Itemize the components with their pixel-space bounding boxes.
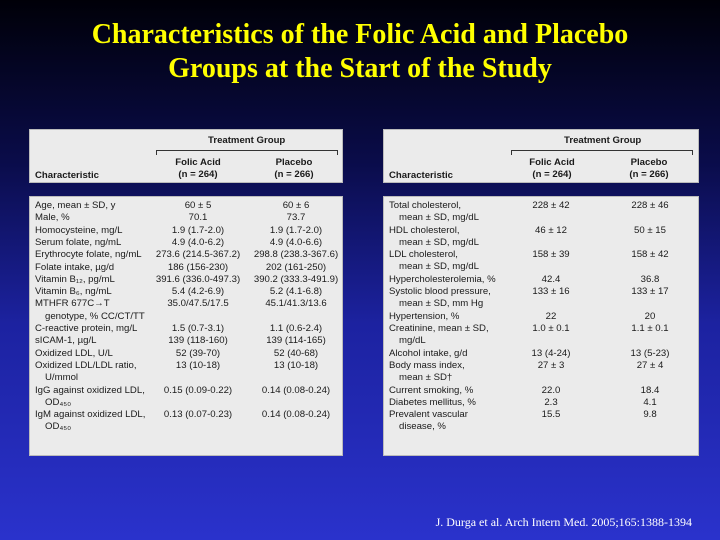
row-label <box>35 348 113 360</box>
left-table <box>29 129 343 456</box>
placebo-value: 1.1 (0.6-2.4) <box>269 323 323 334</box>
placebo-value: 4.1 <box>643 396 657 408</box>
folic-acid-n: (n = 264) <box>178 169 218 180</box>
placebo-value: 390.2 (333.3-491.9) <box>253 273 339 285</box>
placebo-value: 139 (114-165) <box>266 335 326 347</box>
row-label-line-1: Oxidized LDL, U/L <box>35 347 113 359</box>
row-label-line-1: C-reactive protein, mg/L <box>35 323 138 334</box>
row-label-line-1: Vitamin B₆, ng/mL <box>35 286 112 298</box>
folic-acid-value: 2.3 <box>544 396 558 408</box>
folic-acid-value: 186 (156-230) <box>167 261 229 273</box>
folic-acid-value: 60 ± 5 <box>184 200 212 211</box>
placebo-value: 36.8 <box>640 273 660 285</box>
row-label <box>35 286 112 298</box>
placebo-value: 50 ± 15 <box>634 224 666 236</box>
row-label <box>389 360 465 385</box>
row-label <box>389 200 479 225</box>
right-table-header <box>383 129 699 183</box>
row-label <box>35 385 145 410</box>
row-label <box>35 409 145 434</box>
row-label-line-1: LDL cholesterol, <box>389 249 458 261</box>
placebo-value: 1.1 ± 0.1 <box>631 323 669 334</box>
folic-acid-value: 4.9 (4.0-6.2) <box>171 236 225 248</box>
folic-acid-value: 22.0 <box>541 384 561 396</box>
row-label <box>35 249 142 261</box>
folic-acid-value: 46 ± 12 <box>535 224 567 236</box>
row-label <box>389 323 489 348</box>
placebo-value: 5.2 (4.1-6.8) <box>269 286 323 298</box>
folic-acid-value: 70.1 <box>188 212 208 224</box>
placebo-value: 60 ± 6 <box>282 200 310 211</box>
row-label-line-1: HDL cholesterol, <box>389 224 460 236</box>
row-label <box>35 274 115 286</box>
placebo-value: 20 <box>644 310 656 322</box>
row-label-line-1: Body mass index, <box>389 359 465 371</box>
row-label-line-1: Vitamin B₁₂, pg/mL <box>35 273 115 285</box>
row-label-line-1: Creatinine, mean ± SD, <box>389 323 489 334</box>
row-label <box>35 262 114 274</box>
row-label <box>35 200 115 212</box>
folic-acid-value: 42.4 <box>541 273 561 285</box>
placebo-value: 0.14 (0.08-0.24) <box>261 384 331 396</box>
placebo-value: 52 (40-68) <box>273 347 319 359</box>
row-label-line-1: Erythrocyte folate, ng/mL <box>35 249 142 261</box>
left-table-header <box>29 129 343 183</box>
folic-acid-value: 27 ± 3 <box>537 359 565 371</box>
slide-title-line-1: Characteristics of the Folic Acid and Placebo <box>91 19 629 50</box>
row-label-line-2: genotype, % CC/CT/TT <box>45 310 145 322</box>
folic-acid-value: 1.0 ± 0.1 <box>532 323 570 334</box>
slide-title-line-2: Groups at the Start of the Study <box>168 53 552 84</box>
row-label <box>35 212 70 224</box>
folic-acid-column-header <box>514 157 590 181</box>
placebo-value: 9.8 <box>643 409 657 421</box>
row-label-line-1: sICAM-1, µg/L <box>35 335 97 347</box>
placebo-column-header <box>611 157 687 181</box>
folic-acid-value: 1.5 (0.7-3.1) <box>171 323 225 334</box>
treatment-group-label: Treatment Group <box>564 135 642 146</box>
placebo-column-header <box>256 157 332 181</box>
placebo-heading: Placebo <box>630 157 668 168</box>
folic-acid-value: 1.9 (1.7-2.0) <box>171 224 225 236</box>
folic-acid-value: 0.13 (0.07-0.23) <box>163 409 233 421</box>
right-table-body <box>383 196 699 456</box>
folic-acid-column-header <box>160 157 236 181</box>
row-label <box>389 409 468 434</box>
placebo-n: (n = 266) <box>274 169 314 180</box>
folic-acid-value: 228 ± 42 <box>532 200 570 211</box>
row-label-line-1: Hypercholesterolemia, % <box>389 273 496 285</box>
placebo-value: 0.14 (0.08-0.24) <box>261 409 331 421</box>
row-label <box>35 335 97 347</box>
folic-acid-heading: Folic Acid <box>529 157 575 168</box>
folic-acid-value: 391.6 (336.0-497.3) <box>155 273 241 285</box>
row-label <box>35 323 137 335</box>
placebo-value: 18.4 <box>640 384 660 396</box>
row-label-line-2: disease, % <box>399 421 446 433</box>
row-label-line-1: Prevalent vascular <box>389 409 468 421</box>
placebo-value: 4.9 (4.0-6.6) <box>269 236 323 248</box>
placebo-value: 158 ± 42 <box>631 249 669 261</box>
row-label-line-1: Serum folate, ng/mL <box>35 236 122 248</box>
row-label-line-2: mg/dL <box>399 335 426 347</box>
row-label <box>389 385 473 397</box>
row-label-line-2: mean ± SD† <box>399 372 453 384</box>
placebo-value: 202 (161-250) <box>265 261 327 273</box>
placebo-value: 73.7 <box>286 212 306 224</box>
row-label-line-2: mean ± SD, mm Hg <box>399 298 484 310</box>
placebo-value: 228 ± 46 <box>631 200 669 211</box>
treatment-group-bracket <box>156 150 338 155</box>
treatment-group-label: Treatment Group <box>208 135 286 146</box>
placebo-value: 13 (5-23) <box>630 347 670 359</box>
citation: J. Durga et al. Arch Intern Med. 2005;165:1388-1394 <box>435 515 692 529</box>
slide-title <box>0 18 720 86</box>
placebo-heading: Placebo <box>275 157 313 168</box>
row-label-line-1: Age, mean ± SD, y <box>35 200 116 211</box>
folic-acid-value: 22 <box>545 310 557 322</box>
row-label-line-1: Hypertension, % <box>389 310 460 322</box>
placebo-value: 45.1/41.3/13.6 <box>265 298 327 310</box>
row-label-line-1: Current smoking, % <box>389 384 474 396</box>
placebo-value: 298.8 (238.3-367.6) <box>253 249 339 261</box>
folic-acid-value: 133 ± 16 <box>532 286 570 298</box>
row-label-line-2: mean ± SD, mg/dL <box>399 212 479 224</box>
folic-acid-value: 5.4 (4.2-6.9) <box>171 286 225 298</box>
folic-acid-value: 139 (118-160) <box>168 335 228 347</box>
row-label <box>389 274 496 286</box>
placebo-n: (n = 266) <box>629 169 669 180</box>
folic-acid-value: 15.5 <box>541 409 561 421</box>
row-label <box>389 286 491 311</box>
row-label-line-2: mean ± SD, mg/dL <box>399 236 479 248</box>
characteristic-heading: Characteristic <box>35 170 99 181</box>
row-label-line-1: Oxidized LDL/LDL ratio, <box>35 359 137 371</box>
placebo-value: 13 (10-18) <box>273 359 319 371</box>
left-table-body <box>29 196 343 456</box>
folic-acid-value: 52 (39-70) <box>175 347 221 359</box>
placebo-value: 27 ± 4 <box>636 359 664 371</box>
row-label-line-1: Total cholesterol, <box>389 200 461 211</box>
placebo-value: 1.9 (1.7-2.0) <box>269 224 323 236</box>
row-label <box>35 237 121 249</box>
row-label-line-1: IgG against oxidized LDL, <box>35 384 145 396</box>
row-label <box>389 348 467 360</box>
row-label-line-1: Homocysteine, mg/L <box>35 224 123 236</box>
row-label-line-2: OD₄₅₀ <box>45 421 72 433</box>
row-label-line-1: Folate intake, µg/d <box>35 261 115 273</box>
folic-acid-value: 13 (4-24) <box>531 347 571 359</box>
placebo-value: 133 ± 17 <box>631 286 669 298</box>
row-label <box>389 249 479 274</box>
folic-acid-heading: Folic Acid <box>175 157 221 168</box>
row-label-line-2: mean ± SD, mg/dL <box>399 261 479 273</box>
row-label-line-1: MTHFR 677C→T <box>35 298 110 310</box>
row-label-line-1: Systolic blood pressure, <box>389 286 491 298</box>
row-label-line-2: U/mmol <box>45 372 79 384</box>
folic-acid-value: 13 (10-18) <box>175 359 221 371</box>
folic-acid-n: (n = 264) <box>532 169 572 180</box>
row-label <box>389 397 476 409</box>
folic-acid-value: 0.15 (0.09-0.22) <box>163 384 233 396</box>
right-table <box>383 129 699 456</box>
folic-acid-value: 158 ± 39 <box>532 249 570 261</box>
row-label-line-2: OD₄₅₀ <box>45 396 72 408</box>
row-label-line-1: Diabetes mellitus, % <box>389 396 476 408</box>
treatment-group-bracket <box>511 150 693 155</box>
row-label-line-1: Male, % <box>35 212 70 224</box>
row-label <box>35 298 145 323</box>
row-label <box>389 225 479 250</box>
folic-acid-value: 35.0/47.5/17.5 <box>167 298 229 310</box>
row-label-line-1: IgM against oxidized LDL, <box>35 409 146 421</box>
row-label <box>389 311 459 323</box>
row-label-line-1: Alcohol intake, g/d <box>389 347 468 359</box>
row-label <box>35 225 122 237</box>
folic-acid-value: 273.6 (214.5-367.2) <box>155 249 241 261</box>
row-label <box>35 360 137 385</box>
characteristic-heading: Characteristic <box>389 170 453 181</box>
